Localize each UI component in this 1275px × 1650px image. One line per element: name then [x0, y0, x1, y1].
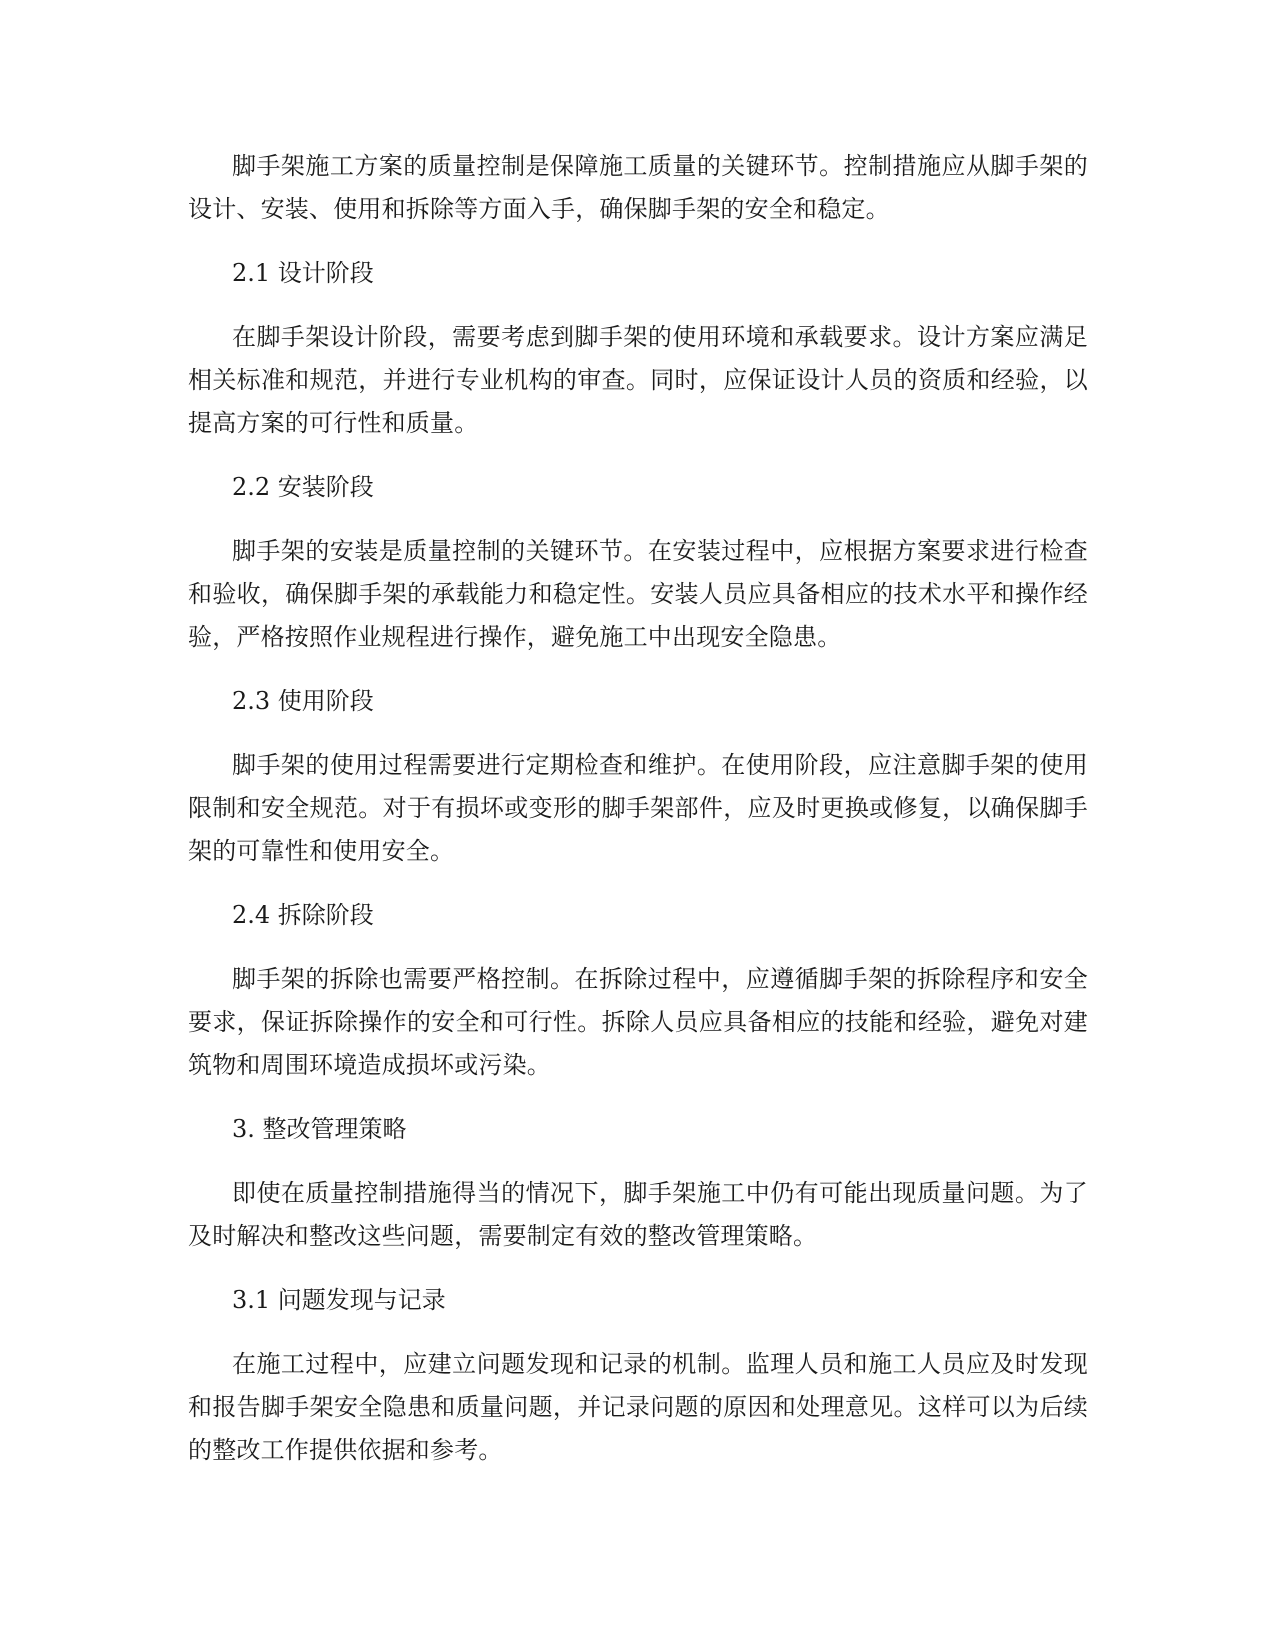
heading-rectification-strategy: 3. 整改管理策略 [232, 1115, 407, 1143]
heading-issue-recording: 3.1 问题发现与记录 [232, 1286, 446, 1314]
paragraph-intro: 脚手架施工方案的质量控制是保障施工质量的关键环节。控制措施应从脚手架的设计、安装、使用和拆除等方面入手，确保脚手架的安全和稳定。 [188, 152, 1088, 223]
heading-use-stage: 2.3 使用阶段 [232, 687, 374, 715]
paragraph-issue-recording: 在施工过程中，应建立问题发现和记录的机制。监理人员和施工人员应及时发现和报告脚手架安全隐患和质量问题，并记录问题的原因和处理意见。这样可以为后续的整改工作提供依据和参考。 [188, 1350, 1088, 1464]
paragraph-rectification-strategy: 即使在质量控制措施得当的情况下，脚手架施工中仍有可能出现质量问题。为了及时解决和整改这些问题，需要制定有效的整改管理策略。 [188, 1179, 1088, 1250]
heading-dismantle-stage: 2.4 拆除阶段 [232, 901, 374, 929]
document-body [188, 145, 1088, 1472]
heading-install-stage: 2.2 安装阶段 [232, 473, 374, 501]
heading-design-stage: 2.1 设计阶段 [232, 259, 374, 287]
paragraph-use-stage: 脚手架的使用过程需要进行定期检查和维护。在使用阶段，应注意脚手架的使用限制和安全规范。对于有损坏或变形的脚手架部件，应及时更换或修复，以确保脚手架的可靠性和使用安全。 [188, 751, 1088, 865]
paragraph-design-stage: 在脚手架设计阶段，需要考虑到脚手架的使用环境和承载要求。设计方案应满足相关标准和规范，并进行专业机构的审查。同时，应保证设计人员的资质和经验，以提高方案的可行性和质量。 [188, 323, 1088, 437]
paragraph-dismantle-stage: 脚手架的拆除也需要严格控制。在拆除过程中，应遵循脚手架的拆除程序和安全要求，保证拆除操作的安全和可行性。拆除人员应具备相应的技能和经验，避免对建筑物和周围环境造成损坏或污染。 [188, 965, 1088, 1079]
paragraph-install-stage: 脚手架的安装是质量控制的关键环节。在安装过程中，应根据方案要求进行检查和验收，确保脚手架的承载能力和稳定性。安装人员应具备相应的技术水平和操作经验，严格按照作业规程进行操作，避免施工中出现安全隐患。 [188, 537, 1088, 651]
